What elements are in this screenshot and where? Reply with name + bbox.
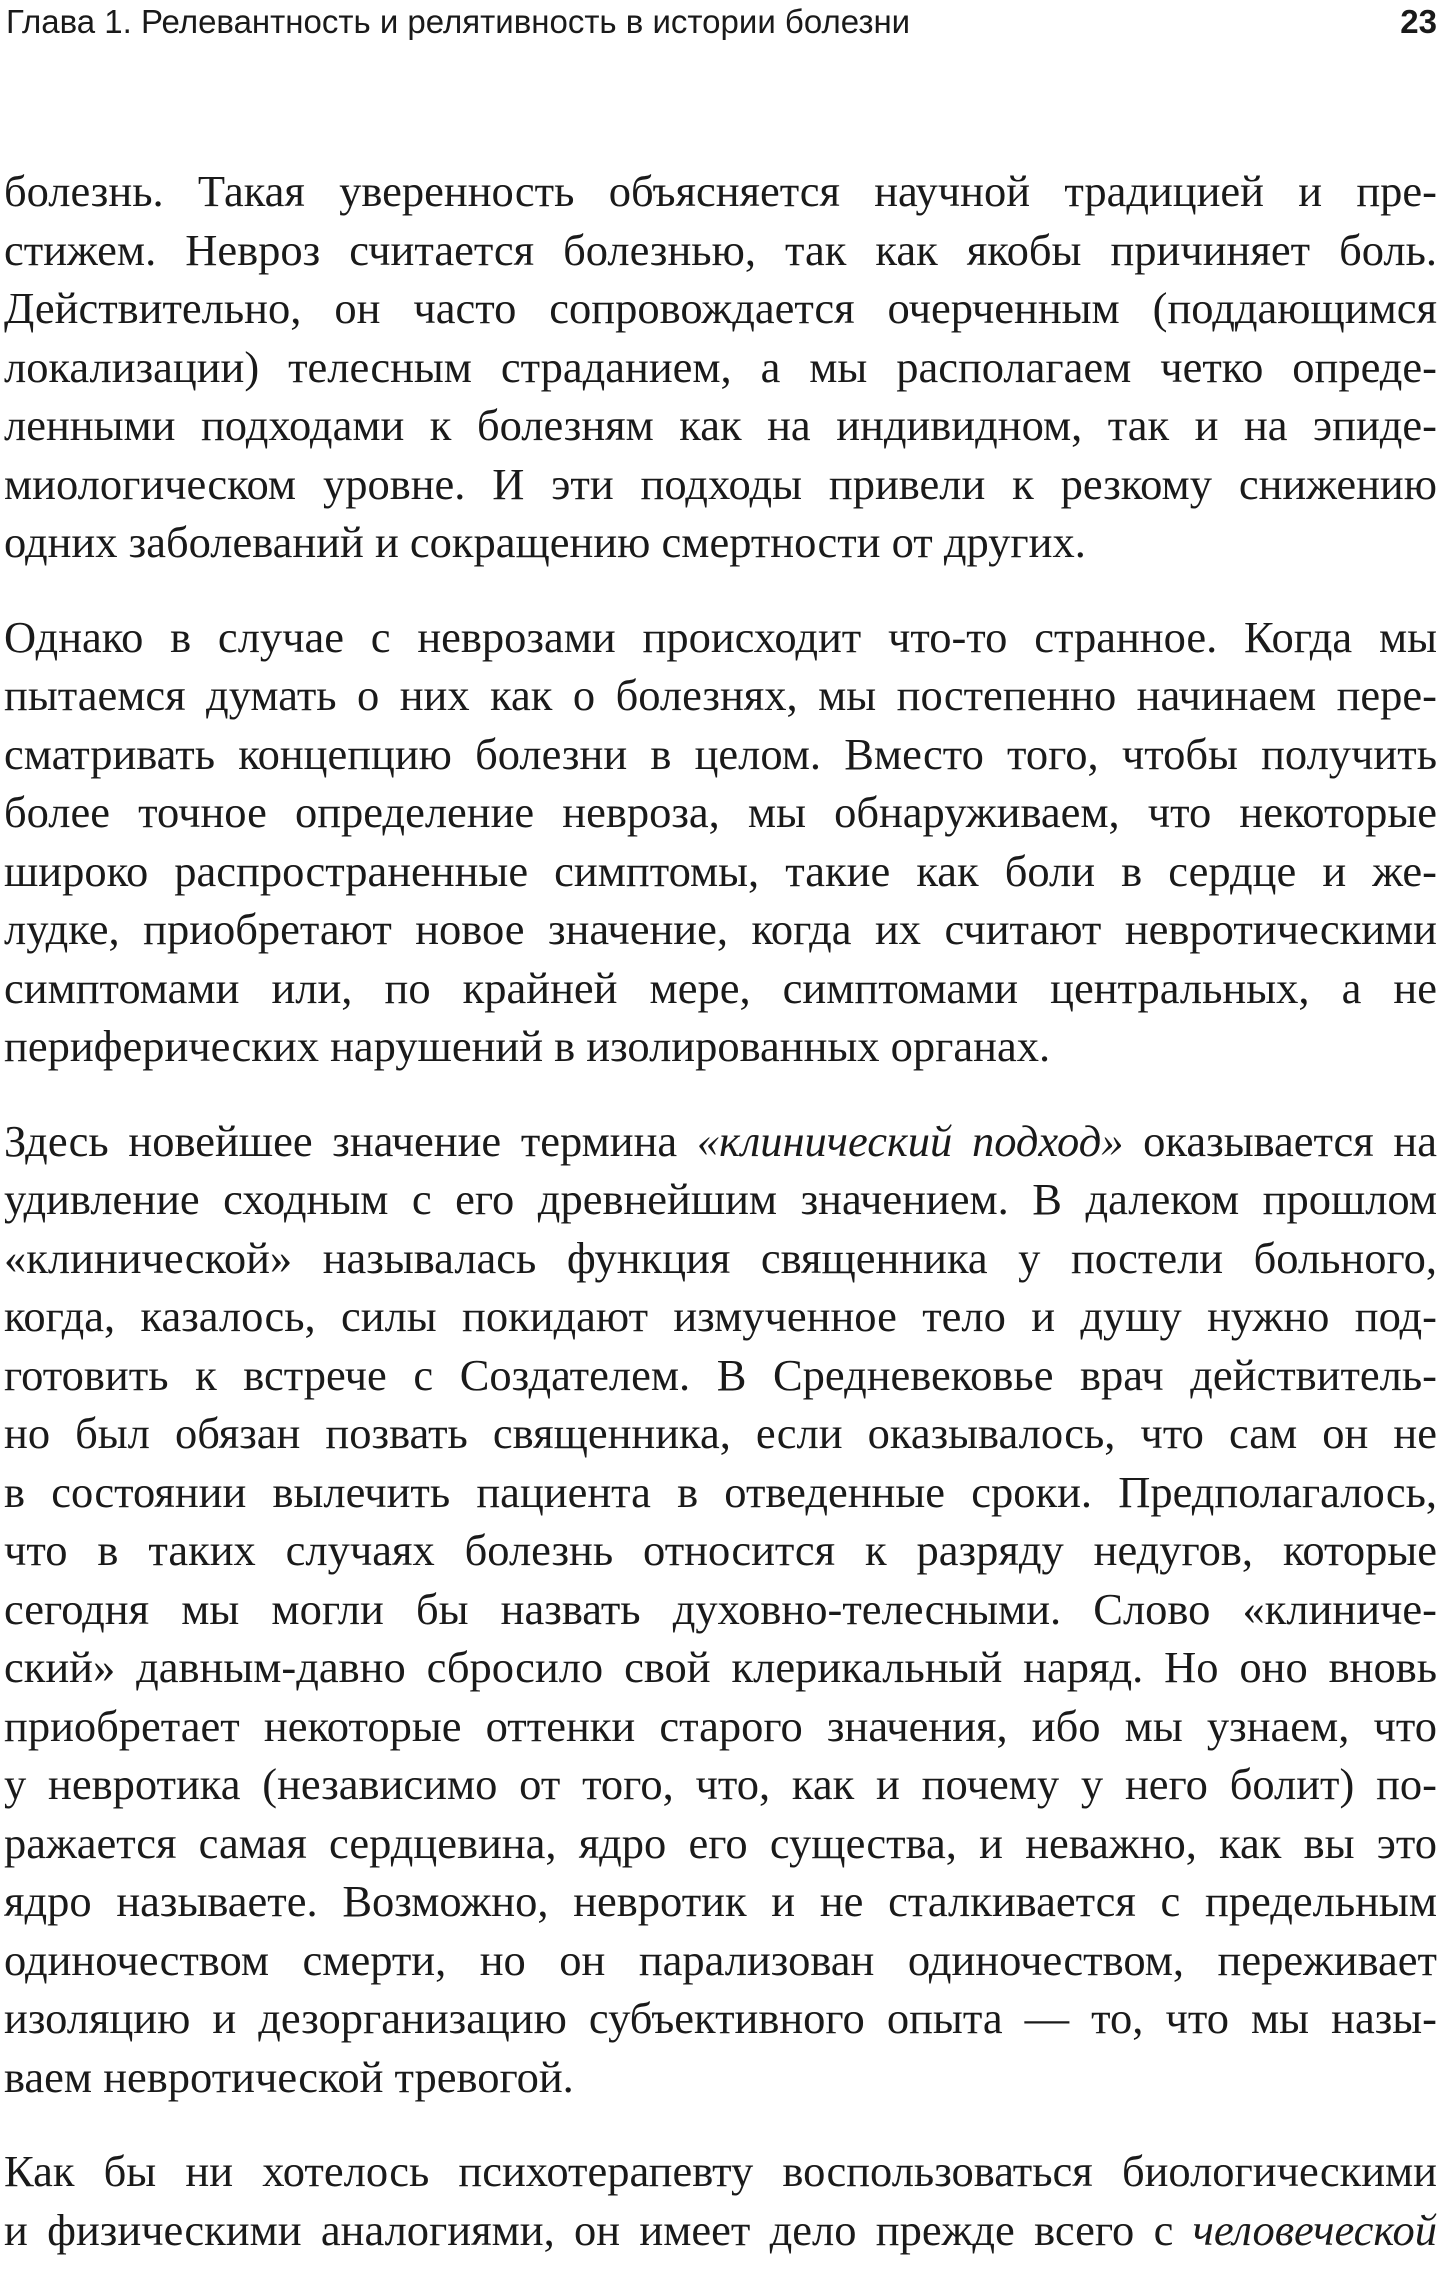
- text-segment: Однако в случае с неврозами происходит что-то странное. Когда мы: [4, 611, 1437, 662]
- text-segment: пытаемся думать о них как о болезнях, мы постепенно начинаем пере-: [4, 670, 1437, 720]
- text-segment: ский» давным-давно сбросило свой клерикальный наряд. Но оно вновь: [4, 1642, 1437, 1692]
- text-segment: одиночеством смерти, но он парализован одиночеством, переживает: [4, 1934, 1437, 1985]
- text-line: [4, 338, 1437, 397]
- text-line: [4, 1170, 1437, 1229]
- text-segment: оказывается на: [1123, 1115, 1437, 1166]
- text-line: [4, 1638, 1437, 1697]
- text-segment: что в таких случаях болезнь относится к разряду недугов, которые: [4, 1525, 1437, 1575]
- text-segment: Действительно, он часто сопровождается очерченным (поддающимся: [4, 283, 1437, 333]
- text-line: [4, 1463, 1437, 1522]
- text-line: [4, 2201, 1437, 2260]
- text-line: [4, 725, 1437, 784]
- paragraph: [4, 162, 1437, 572]
- text-line: [4, 162, 1437, 221]
- text-line: [4, 959, 1437, 1018]
- text-line: [4, 1017, 1437, 1076]
- text-line: [4, 221, 1437, 280]
- text-segment: более точное определение невроза, мы обнаруживаем, что некоторые: [4, 787, 1437, 837]
- text-segment: но был обязан позвать священника, если оказывалось, что сам он не: [4, 1408, 1437, 1458]
- text-line: [4, 455, 1437, 514]
- text-line: [4, 396, 1437, 455]
- text-line: [4, 1697, 1437, 1756]
- text-segment: лудке, приобретают новое значение, когда их считают невротическими: [4, 904, 1437, 954]
- text-line: [4, 1931, 1437, 1990]
- text-line: [4, 1814, 1437, 1873]
- text-segment: широко распространенные симптомы, такие как боли в сердце и же-: [4, 845, 1437, 896]
- text-line: [4, 1112, 1437, 1171]
- chapter-title: Глава 1. Релевантность и релятивность в истории болезни: [6, 3, 911, 40]
- paragraph: [4, 608, 1437, 1076]
- text-segment: в состоянии вылечить пациента в отведенные сроки. Предполагалось,: [4, 1466, 1437, 1517]
- text-segment: готовить к встрече с Создателем. В Средневековье врач действитель-: [4, 1349, 1437, 1400]
- text-segment: локализации) телесным страданием, а мы располагаем четко опреде-: [4, 341, 1437, 392]
- text-line: [4, 1755, 1437, 1814]
- text-segment: симптомами или, по крайней мере, симптомами центральных, а не: [4, 962, 1437, 1013]
- text-segment: ваем невротической тревогой.: [4, 2051, 574, 2102]
- text-segment: и физическими аналогиями, он имеет дело прежде всего с: [4, 2204, 1193, 2255]
- text-line: [4, 2048, 1437, 2107]
- body-text: [4, 162, 1437, 2295]
- paragraph: [4, 1112, 1437, 2107]
- text-line: [4, 1229, 1437, 1288]
- text-line: [4, 1287, 1437, 1346]
- text-line: [4, 666, 1437, 725]
- text-segment: сматривать концепцию болезни в целом. Вместо того, чтобы получить: [4, 728, 1437, 779]
- text-line: [4, 1346, 1437, 1405]
- text-segment: когда, казалось, силы покидают измученное тело и душу нужно под-: [4, 1291, 1437, 1341]
- text-segment: приобретает некоторые оттенки старого значения, ибо мы узнаем, что: [4, 1700, 1437, 1751]
- text-segment: удивление сходным с его древнейшим значением. В далеком прошлом: [4, 1174, 1437, 1224]
- paragraph: [4, 2142, 1437, 2259]
- text-line: [4, 783, 1437, 842]
- text-segment: болезнь. Такая уверенность объясняется научной традицией и пре-: [4, 166, 1437, 216]
- text-line: [4, 1872, 1437, 1931]
- text-segment: ленными подходами к болезням как на индивидном, так и на эпиде-: [4, 400, 1437, 450]
- text-segment: Как бы ни хотелось психотерапевту воспользоваться биологическими: [4, 2146, 1437, 2196]
- text-segment: ядро называете. Возможно, невротик и не сталкивается с предельным: [4, 1876, 1437, 1926]
- text-line: [4, 842, 1437, 901]
- page-number: 23: [1400, 3, 1437, 40]
- text-line: [4, 1521, 1437, 1580]
- italic-text: «клинический подход»: [696, 1115, 1124, 1166]
- italic-text: человеческой: [1192, 2204, 1437, 2255]
- text-line: [4, 279, 1437, 338]
- text-segment: стижем. Невроз считается болезнью, так как якобы причиняет боль.: [4, 224, 1437, 275]
- text-segment: периферических нарушений в изолированных органах.: [4, 1021, 1051, 1071]
- text-segment: изоляцию и дезорганизацию субъективного опыта — то, что мы назы-: [4, 1993, 1437, 2043]
- text-segment: Здесь новейшее значение термина: [4, 1115, 697, 1166]
- text-line: [4, 1580, 1437, 1639]
- text-line: [4, 608, 1437, 667]
- text-segment: ражается самая сердцевина, ядро его существа, и неважно, как вы это: [4, 1817, 1437, 1868]
- text-segment: сегодня мы могли бы назвать духовно-телесными. Слово «клиниче-: [4, 1583, 1437, 1634]
- text-line: [4, 513, 1437, 572]
- text-line: [4, 2142, 1437, 2201]
- text-segment: у невротика (независимо от того, что, как и почему у него болит) по-: [4, 1759, 1437, 1809]
- text-segment: «клинической» называлась функция священника у постели больного,: [4, 1232, 1437, 1283]
- text-line: [4, 1989, 1437, 2048]
- text-segment: миологическом уровне. И эти подходы привели к резкому снижению: [4, 458, 1437, 509]
- running-header: [0, 0, 1437, 44]
- text-line: [4, 900, 1437, 959]
- text-segment: одних заболеваний и сокращению смертности от других.: [4, 517, 1086, 567]
- text-line: [4, 1404, 1437, 1463]
